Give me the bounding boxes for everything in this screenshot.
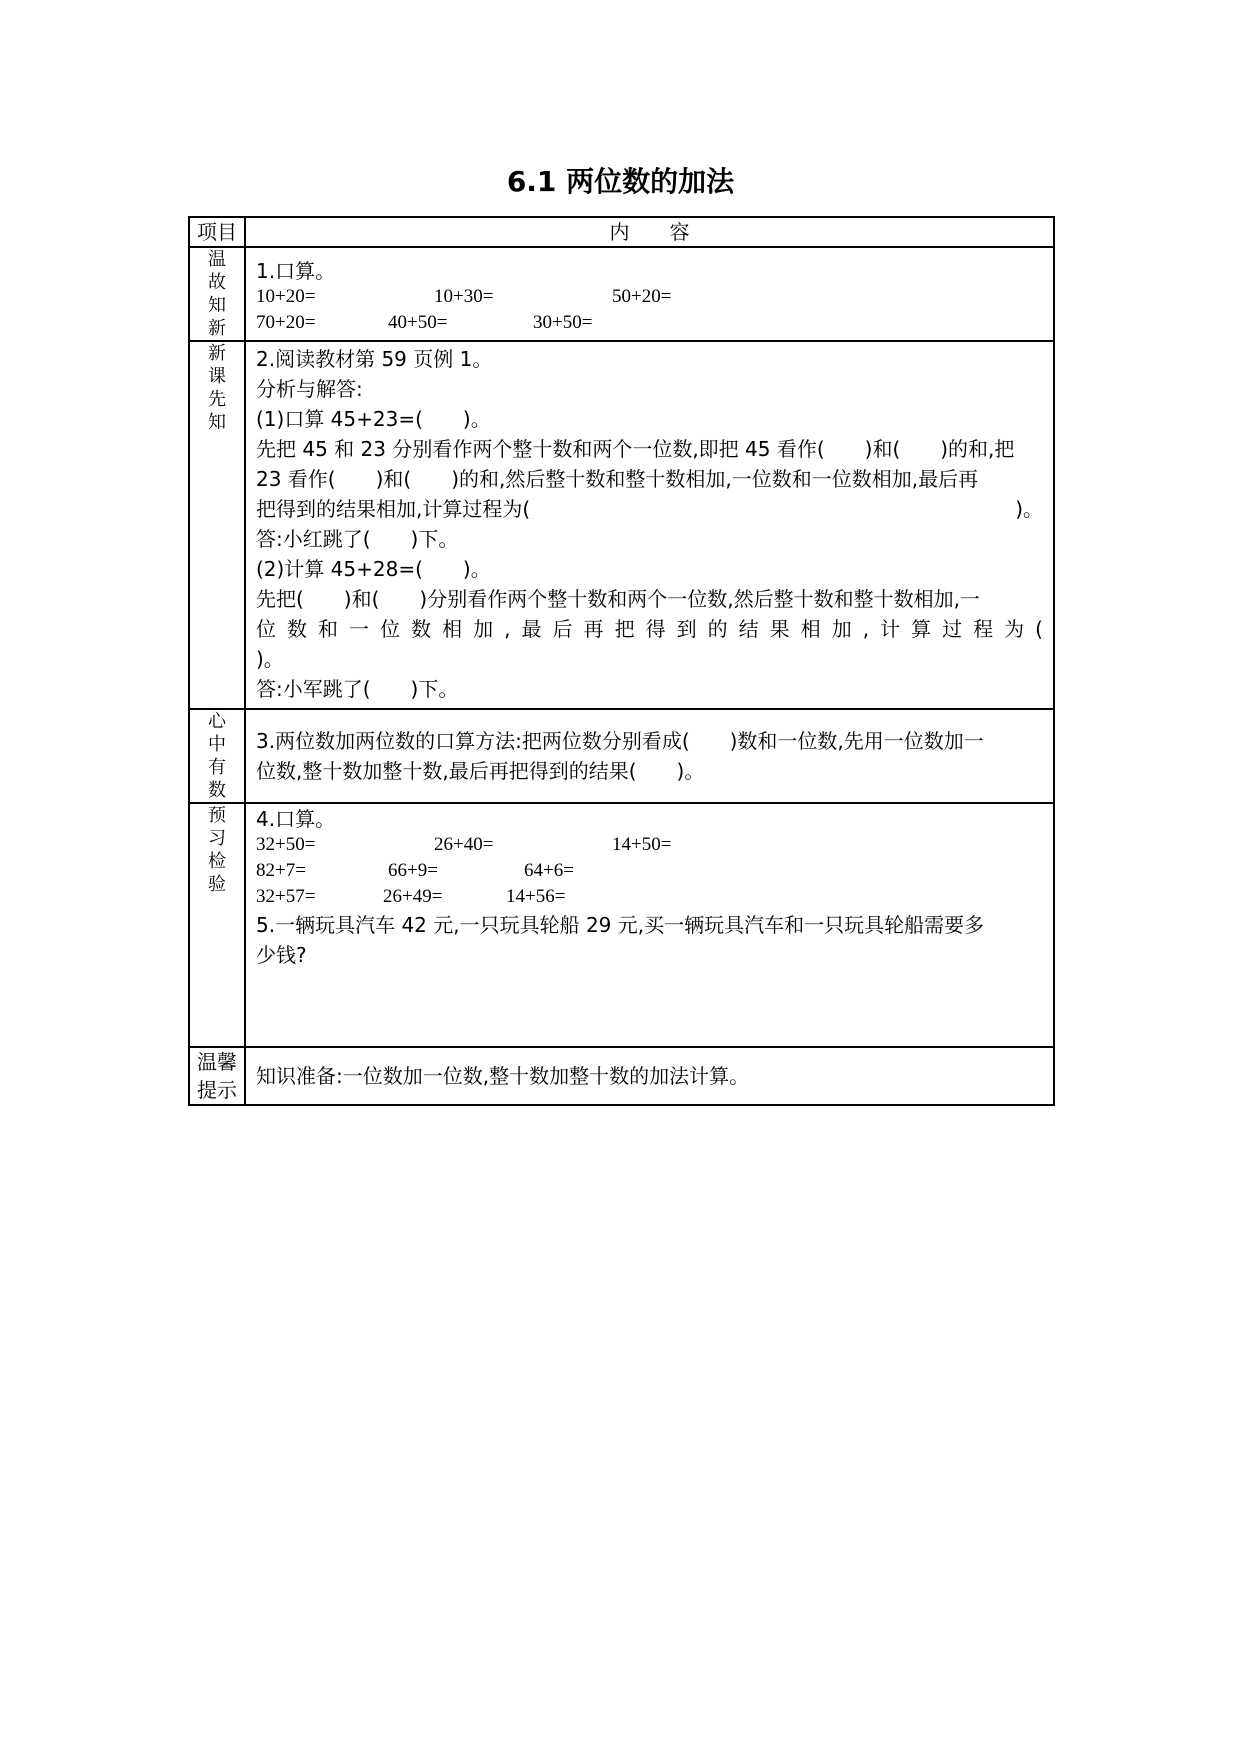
section-check bbox=[189, 803, 1054, 1047]
section-label-preview: 新课先知 bbox=[189, 341, 245, 709]
calc-item: 10+30= bbox=[434, 286, 494, 307]
section-label-tips: 温馨提示 bbox=[189, 1047, 245, 1105]
header-content: 内 容 bbox=[245, 217, 1054, 247]
summary-line: 位数,整十数加整十数,最后再把得到的结果( )。 bbox=[256, 759, 705, 783]
calc-item: 32+57= bbox=[256, 886, 316, 907]
section-review bbox=[189, 247, 1054, 341]
section-label-check: 预习检验 bbox=[189, 803, 245, 1047]
header-item: 项目 bbox=[189, 217, 245, 247]
check-heading: 4.口算。 bbox=[256, 807, 336, 831]
worksheet-table bbox=[188, 216, 1055, 1106]
preview-line: 分析与解答: bbox=[256, 377, 363, 401]
calc-item: 50+20= bbox=[612, 286, 672, 307]
tips-text: 知识准备:一位数加一位数,整十数加整十数的加法计算。 bbox=[256, 1064, 750, 1088]
preview-line: 答:小军跳了( )下。 bbox=[256, 677, 459, 701]
preview-line: 答:小红跳了( )下。 bbox=[256, 527, 459, 551]
table-header-row bbox=[189, 217, 1054, 247]
calc-item: 64+6= bbox=[524, 860, 574, 881]
preview-line: (2)计算 45+28=( )。 bbox=[256, 557, 491, 581]
calc-item: 66+9= bbox=[388, 860, 438, 881]
review-row-2 bbox=[256, 310, 1043, 336]
calc-item: 30+50= bbox=[533, 312, 593, 333]
preview-line: 把得到的结果相加,计算过程为( )。 bbox=[256, 497, 1043, 521]
section-preview bbox=[189, 341, 1054, 709]
section-label-summary: 心中有数 bbox=[189, 709, 245, 803]
calc-item: 32+50= bbox=[256, 834, 316, 855]
preview-line: )。 bbox=[256, 647, 284, 671]
calc-item: 14+56= bbox=[506, 886, 566, 907]
preview-line: (1)口算 45+23=( )。 bbox=[256, 407, 491, 431]
calc-item: 26+49= bbox=[383, 886, 443, 907]
section-summary bbox=[189, 709, 1054, 803]
preview-line: 2.阅读教材第 59 页例 1。 bbox=[256, 347, 493, 371]
check-problem-line: 少钱? bbox=[256, 943, 307, 967]
review-row-1 bbox=[256, 284, 1043, 310]
review-heading: 1.口算。 bbox=[256, 259, 336, 283]
preview-line: 先把( )和( )分别看作两个整十数和两个一位数,然后整十数和整十数相加,一 bbox=[256, 587, 980, 611]
preview-line: 位数和一位数相加,最后再把得到的结果相加,计算过程为( bbox=[256, 617, 1043, 641]
calc-item: 40+50= bbox=[388, 312, 448, 333]
section-tips bbox=[189, 1047, 1054, 1105]
preview-line: 先把 45 和 23 分别看作两个整十数和两个一位数,即把 45 看作( )和( )的和,把 bbox=[256, 437, 1015, 461]
calc-item: 70+20= bbox=[256, 312, 316, 333]
calc-item: 10+20= bbox=[256, 286, 316, 307]
section-label-review: 温故知新 bbox=[189, 247, 245, 341]
check-row-1 bbox=[256, 832, 1043, 858]
check-row-2 bbox=[256, 858, 1043, 884]
calc-item: 14+50= bbox=[612, 834, 672, 855]
preview-line: 23 看作( )和( )的和,然后整十数和整十数相加,一位数和一位数相加,最后再 bbox=[256, 467, 979, 491]
calc-item: 82+7= bbox=[256, 860, 306, 881]
check-row-3 bbox=[256, 884, 1043, 910]
calc-item: 26+40= bbox=[434, 834, 494, 855]
check-problem-line: 5.一辆玩具汽车 42 元,一只玩具轮船 29 元,买一辆玩具汽车和一只玩具轮船需要多 bbox=[256, 913, 985, 937]
page-title: 6.1 两位数的加法 bbox=[506, 165, 735, 198]
summary-line: 3.两位数加两位数的口算方法:把两位数分别看成( )数和一位数,先用一位数加一 bbox=[256, 729, 984, 753]
